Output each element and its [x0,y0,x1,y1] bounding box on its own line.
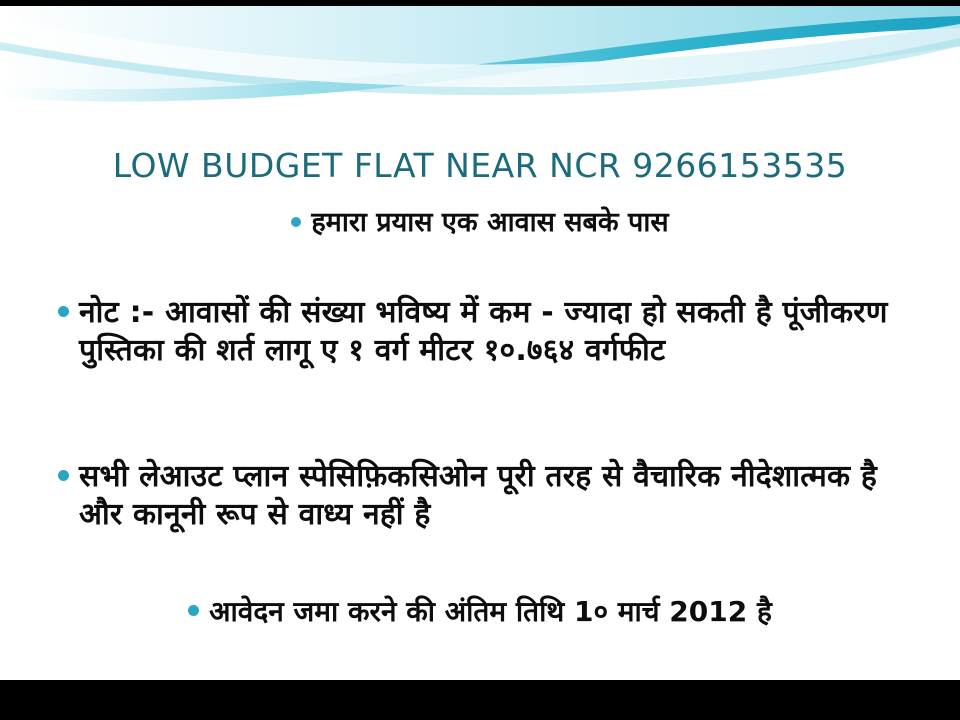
slide-content [0,6,960,680]
presentation-slide [0,6,960,680]
bullet-item-deadline [0,594,960,630]
bullet-dot-icon [188,605,199,616]
bullet-text-layout-plan: सभी लेआउट प्लान स्पेसिफ़िकसिओन पूरी तरह से वैचारिक नीदेशात्मक है और कानूनी रूप से वाध्य नहीं है [79,459,878,533]
bullet-dot-icon [58,470,69,481]
bullet-item-layout-plan [58,458,928,535]
bullet-text-note: नोट :- आवासों की संख्या भविष्य में कम - ज्यादा हो सकती है पूंजीकरण पुस्तिका की शर्त लागू ए १ वर्ग मीटर १०.७६४ वर्गफीट [79,295,888,369]
bullet-item-note [58,294,918,371]
bullet-text-deadline: आवेदन जमा करने की अंतिम तिथि 1० मार्च 2012 है [209,595,772,628]
letterbox-top [0,0,960,6]
letterbox-bottom [0,680,960,720]
bullet-item-subtitle [0,206,960,241]
bullet-text-subtitle: हमारा प्रयास एक आवास सबके पास [311,207,669,238]
bullet-dot-icon [291,217,301,227]
slide-title: LOW BUDGET FLAT NEAR NCR 9266153535 [112,146,848,185]
bullet-dot-icon [58,306,69,317]
